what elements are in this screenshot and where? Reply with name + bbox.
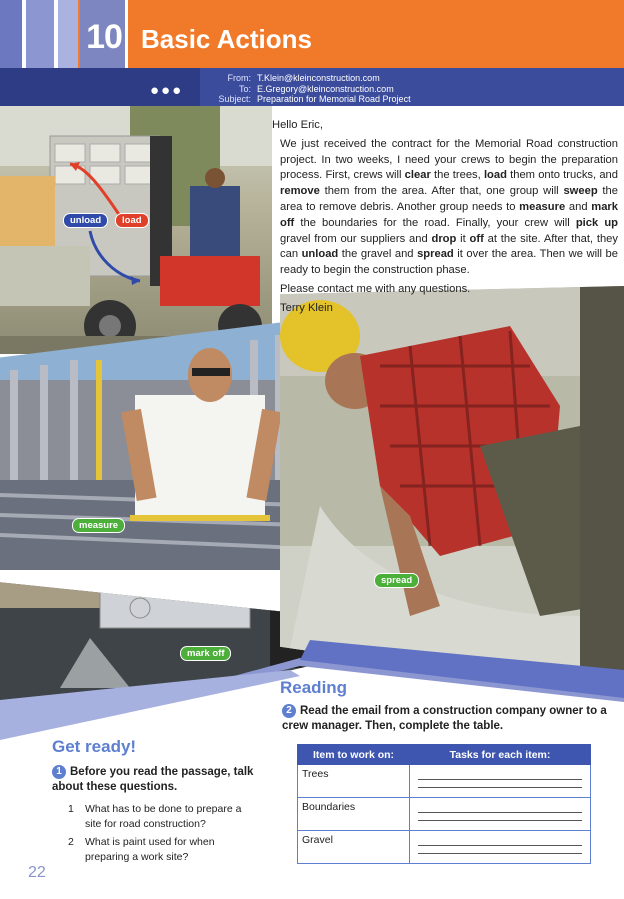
- page-number: 22: [28, 864, 46, 881]
- sub-q-number: 2: [68, 836, 74, 848]
- reading-title: Reading: [280, 678, 348, 697]
- table-header-tasks: Tasks for each item:: [410, 745, 591, 765]
- reading-question: [282, 704, 612, 734]
- unit-title: Basic Actions: [141, 24, 312, 54]
- get-ready-q-text: Before you read the passage, talk about these questions.: [52, 766, 254, 793]
- table-cell-item: Trees: [298, 765, 410, 798]
- table-header-item: Item to work on:: [298, 745, 410, 765]
- to-label: To:: [238, 83, 251, 94]
- answer-cell[interactable]: [410, 831, 591, 864]
- tasks-table: [297, 744, 591, 864]
- reading-q-text: Read the email from a construction company owner to a crew manager. Then, complete the table.: [282, 705, 607, 732]
- get-ready-q-number: 1: [52, 765, 66, 779]
- answer-cell[interactable]: [410, 798, 591, 831]
- sub-q-text: What is paint used for when preparing a work site?: [85, 836, 215, 863]
- table-cell-item: Boundaries: [298, 798, 410, 831]
- email-letter: [272, 118, 618, 320]
- label-measure: measure: [72, 518, 125, 533]
- from-label: From:: [227, 73, 251, 83]
- email-header: [203, 73, 411, 105]
- label-mark-off: mark off: [180, 646, 231, 661]
- sub-q-number: 1: [68, 803, 74, 815]
- table-row: [298, 831, 591, 864]
- unit-number: 10: [86, 18, 122, 56]
- to-value: E.Gregory@kleinconstruction.com: [257, 83, 394, 94]
- subject-value: Preparation for Memorial Road Project: [257, 94, 411, 104]
- letter-greeting: Hello Eric,: [272, 119, 323, 131]
- letter-closing: Please contact me with any questions.: [280, 282, 471, 295]
- table-cell-item: Gravel: [298, 831, 410, 864]
- from-value: T.Klein@kleinconstruction.com: [257, 73, 380, 83]
- label-spread: spread: [374, 573, 419, 588]
- subject-label: Subject:: [218, 94, 251, 104]
- label-unload: unload: [63, 213, 108, 228]
- table-row: [298, 798, 591, 831]
- list-item: [68, 802, 258, 831]
- measure-photo: [0, 320, 300, 570]
- spread-photo: [280, 286, 624, 696]
- letter-signature: Terry Klein: [280, 301, 333, 314]
- label-load: load: [115, 213, 149, 228]
- reading-q-number: 2: [282, 704, 296, 718]
- get-ready-title: Get ready!: [52, 737, 137, 756]
- letter-body: We just received the contract for the Memorial Road construction project. In two weeks, I need your crews to begin the preparation process. First, crews will clear the trees, load them onto trucks, and remove them from the area. After that, one group will sweep the area to remove debris. Another group needs to measure and mark off the boundaries for the road. Finally, your crew will pick up gravel from our suppliers and drop it off at the site. After that, they can unload the gravel and spread it over the area. Then we will be ready to begin the construction phase.: [280, 137, 619, 277]
- get-ready-question: [52, 765, 262, 795]
- table-row: [298, 765, 591, 798]
- sub-questions: [68, 802, 258, 868]
- forklift-photo: [0, 106, 272, 354]
- sub-q-text: What has to be done to prepare a site for road construction?: [85, 803, 242, 830]
- dots-icon: ●●●: [150, 82, 184, 99]
- list-item: [68, 835, 258, 864]
- answer-cell[interactable]: [410, 765, 591, 798]
